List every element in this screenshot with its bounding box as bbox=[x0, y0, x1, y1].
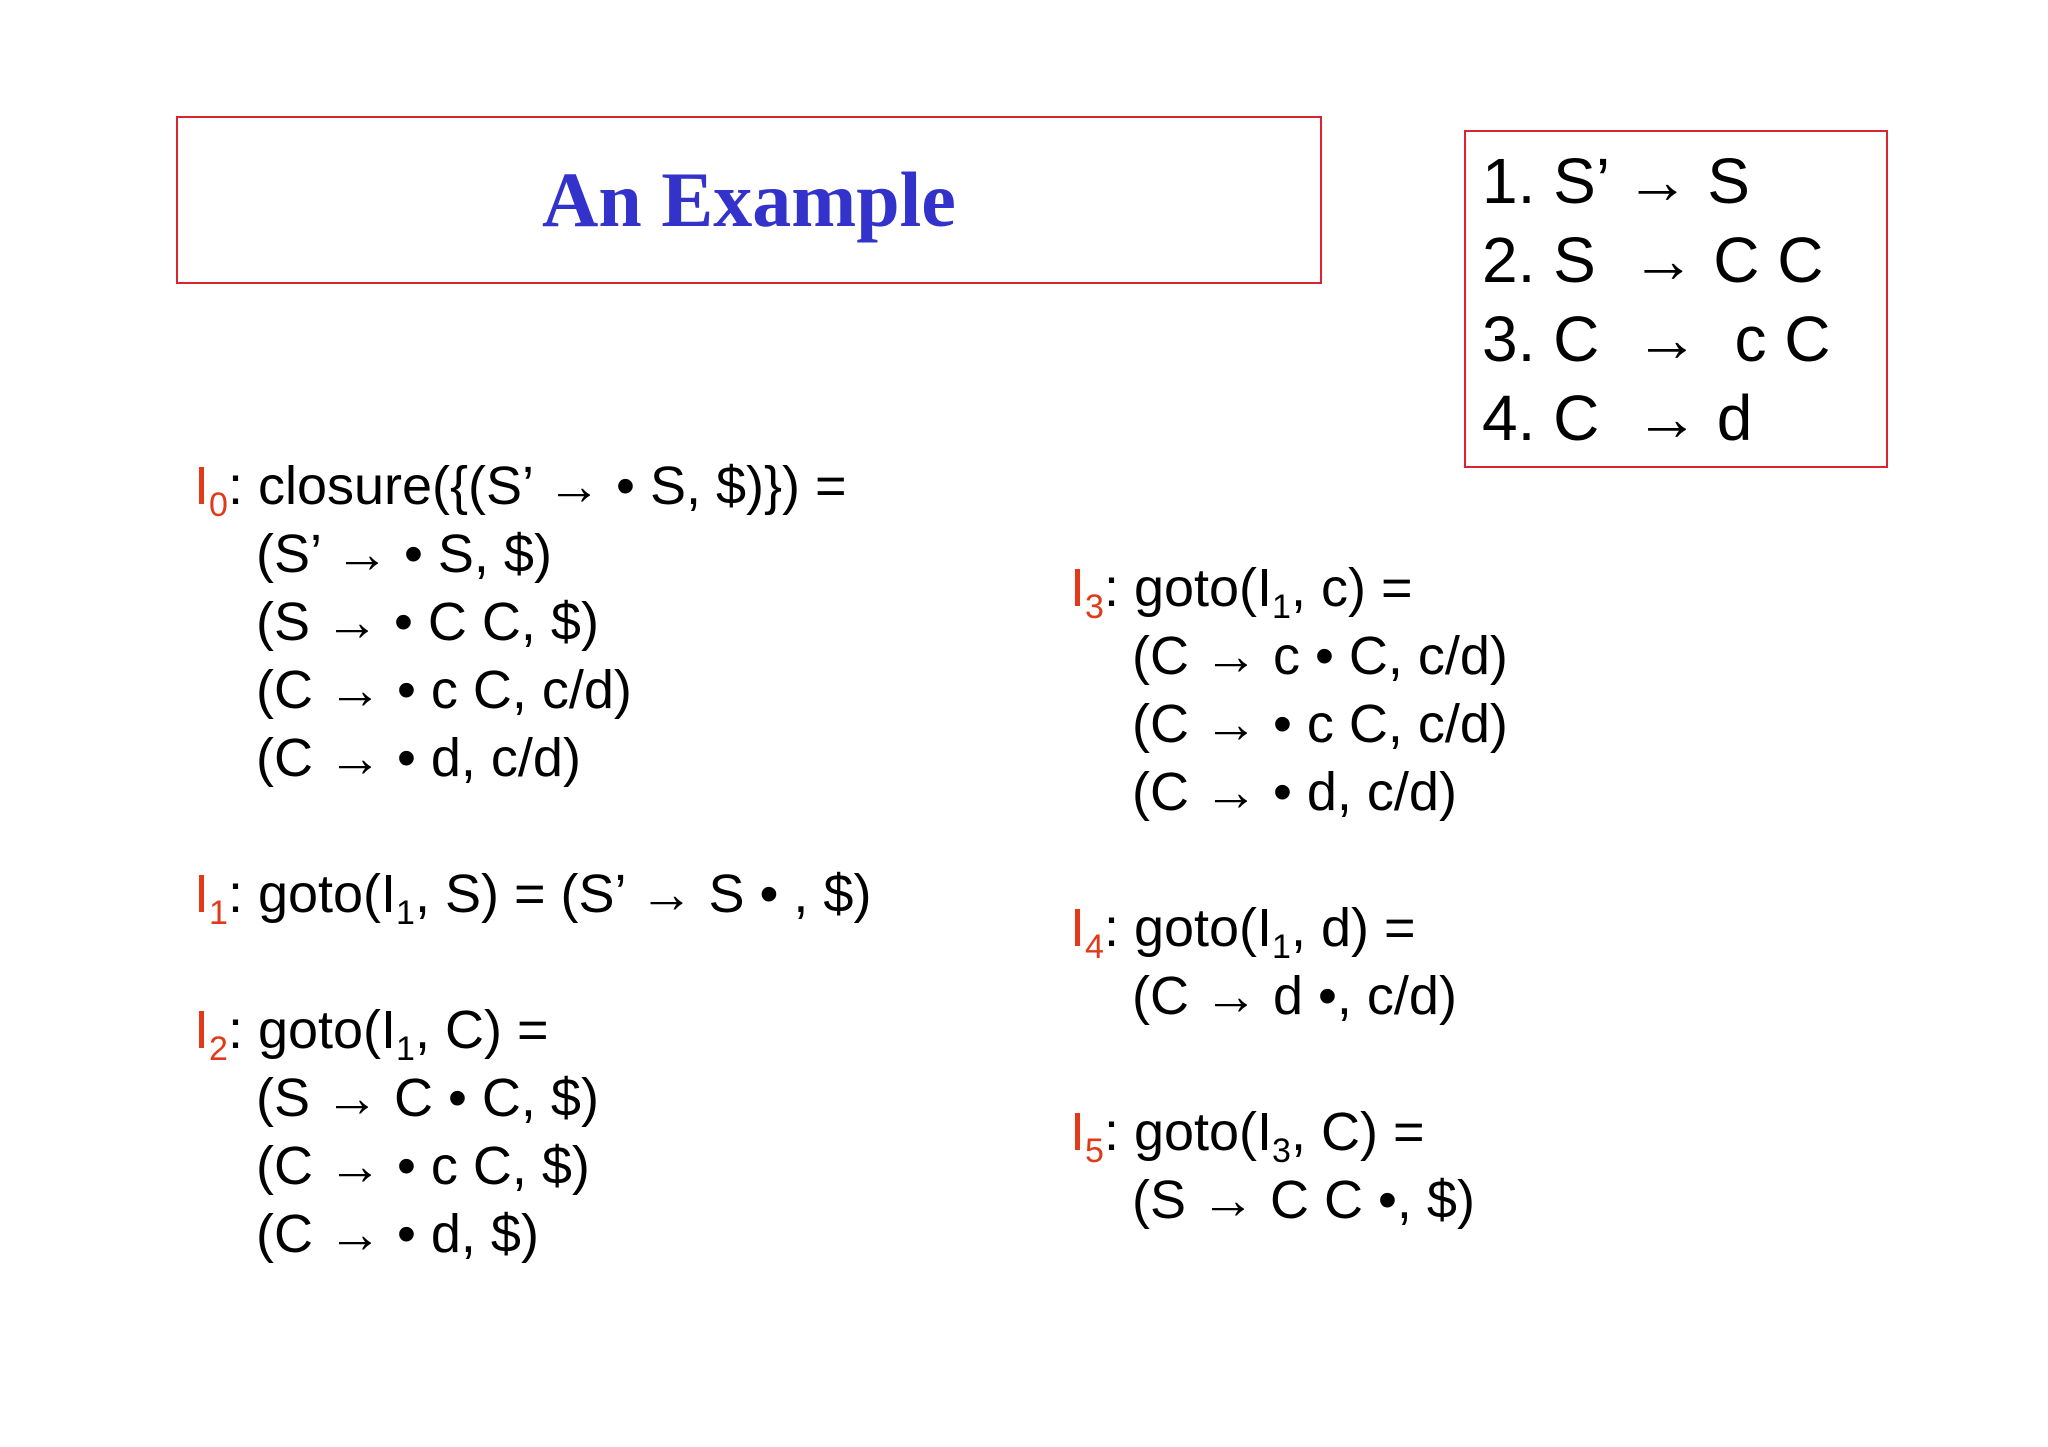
item-set-label: $I_2$ bbox=[194, 1000, 228, 1068]
item-set-header: $I_0$: closure({(S’ → • S, $)}) = bbox=[194, 456, 847, 524]
item-set-header: $I_4$: $goto(I_1$, d) = bbox=[1070, 898, 1416, 966]
item-line: (S → C • C, $) bbox=[256, 1068, 599, 1128]
item-set-header: $I_5$: $goto(I_3$, C) = bbox=[1070, 1102, 1425, 1170]
item-set-i1 bbox=[194, 860, 872, 932]
item-set-i3 bbox=[1070, 554, 1508, 826]
item-line: (C → d •, c/d) bbox=[1132, 966, 1457, 1026]
item-set-header: $I_3$: $goto(I_1$, c) = bbox=[1070, 558, 1413, 626]
item-set-label: $I_4$ bbox=[1070, 898, 1104, 966]
item-set-header: $I_1$: $goto(I_1$, S) = (S’ → S • , $) bbox=[194, 864, 872, 932]
item-sets-left bbox=[194, 452, 871, 1268]
grammar-rule-4: 4. C → d bbox=[1482, 382, 1753, 454]
item-set-label: $I_5$ bbox=[1070, 1102, 1104, 1170]
grammar-rule-3: 3. C → c C bbox=[1482, 303, 1831, 375]
item-set-label: $I_0$ bbox=[194, 456, 228, 524]
item-line: (S → • C C, $) bbox=[256, 592, 599, 652]
grammar-box bbox=[1464, 130, 1888, 468]
title-box bbox=[176, 116, 1322, 284]
item-set-i2 bbox=[194, 996, 871, 1268]
item-line: (C → c • C, c/d) bbox=[1132, 626, 1508, 686]
item-line: (C → • d, c/d) bbox=[1132, 762, 1457, 822]
grammar-rule-1: 1. S’ → S bbox=[1482, 145, 1750, 217]
item-line: (C → • c C, c/d) bbox=[1132, 694, 1508, 754]
item-set-label: $I_3$ bbox=[1070, 558, 1104, 626]
item-line: (C → • d, $) bbox=[256, 1204, 539, 1264]
item-line: (C → • c C, $) bbox=[256, 1136, 590, 1196]
item-set-label: $I_1$ bbox=[194, 864, 228, 932]
item-line: (S’ → • S, $) bbox=[256, 524, 552, 584]
item-line: (C → • c C, c/d) bbox=[256, 660, 632, 720]
item-set-i0 bbox=[194, 452, 871, 792]
grammar-rule-2: 2. S → C C bbox=[1482, 224, 1824, 296]
item-set-i4 bbox=[1070, 894, 1508, 1030]
slide-title: An Example bbox=[542, 156, 956, 243]
item-line: (C → • d, c/d) bbox=[256, 728, 581, 788]
item-set-header: $I_2$: $goto(I_1$, C) = bbox=[194, 1000, 549, 1068]
item-sets-right bbox=[1070, 554, 1508, 1234]
item-set-i5 bbox=[1070, 1098, 1508, 1234]
item-line: (S → C C •, $) bbox=[1132, 1170, 1475, 1230]
